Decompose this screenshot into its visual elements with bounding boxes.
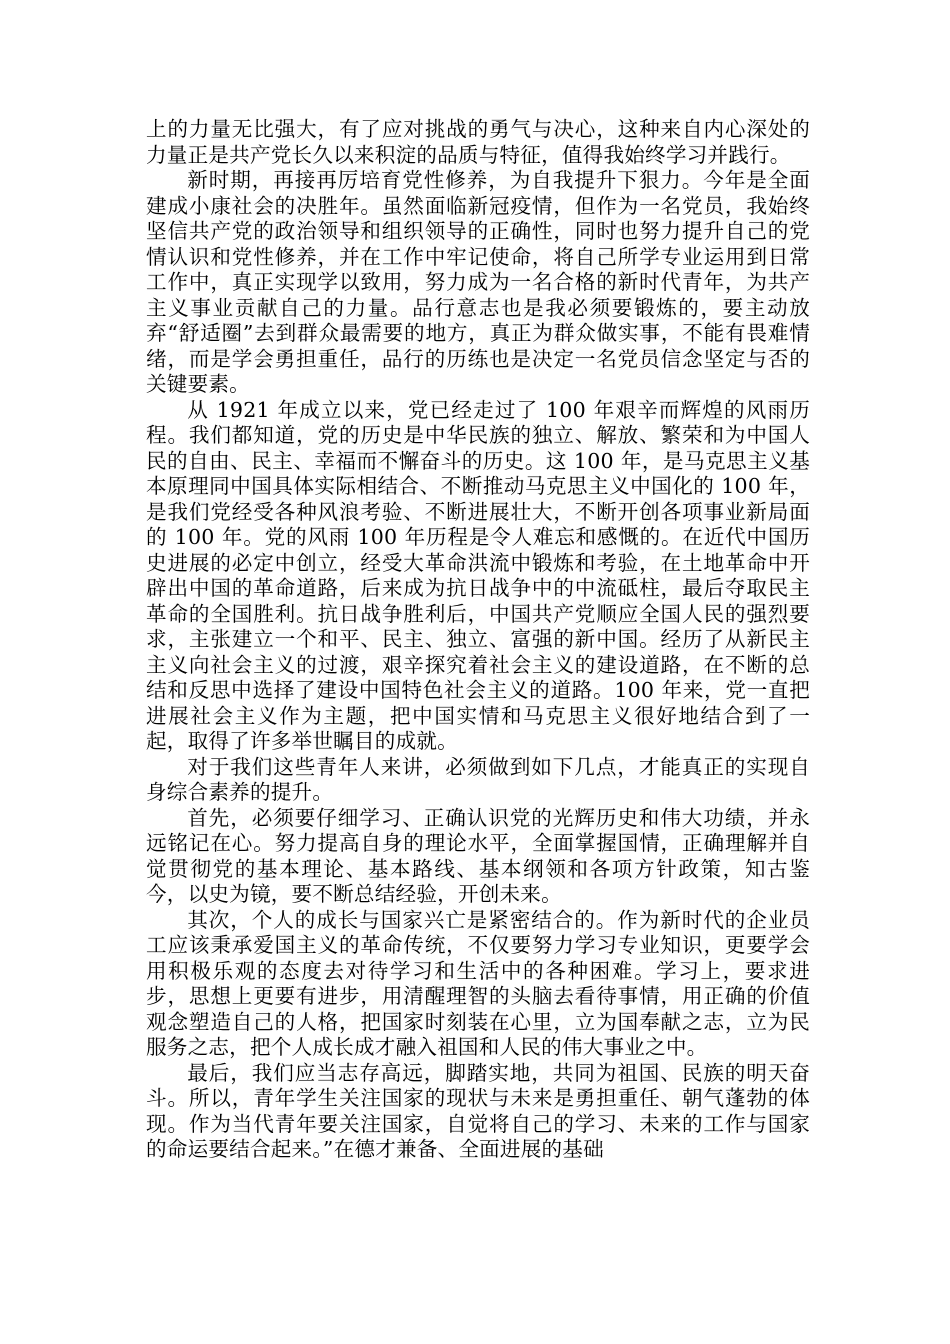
paragraph-7: 最后，我们应当志存高远，脚踏实地，共同为祖国、民族的明天奋斗。所以，青年学生关注国家的现状与未来是勇担重任、朝气蓬勃的体现。作为当代青年要关注国家，自觉将自己的学习、未来的工作与国家的命运要结合起来。”在德才兼备、全面进展的基础 xyxy=(146,1060,810,1161)
paragraph-3: 从 1921 年成立以来，党已经走过了 100 年艰辛而辉煌的风雨历程。我们都知道，党的历史是中华民族的独立、解放、繁荣和为中国人民的自由、民主、幸福而不懈奋斗的历史。这 100 年，是马克思主义基本原理同中国具体实际相结合、不断推动马克思主义中国化的 100 年，是我们党经受各种风浪考验、不断进展壮大，不断开创各项事业新局面的 100 年。党的风雨 100 年历程是令人难忘和感慨的。在近代中国历史进展的必定中创立，经受大革命洪流中锻炼和考验，在土地革命中开辟出中国的革命道路，后来成为抗日战争中的中流砥柱，最后夺取民主革命的全国胜利。抗日战争胜利后，中国共产党顺应全国人民的强烈要求，主张建立一个和平、民主、独立、富强的新中国。经历了从新民主主义向社会主义的过渡，艰辛探究着社会主义的建设道路，在不断的总结和反思中选择了建设中国特色社会主义的道路。100 年来，党一直把进展社会主义作为主题，把中国实情和马克思主义很好地结合到了一起，取得了许多举世瞩目的成就。 xyxy=(146,397,810,753)
paragraph-1: 上的力量无比强大，有了应对挑战的勇气与决心，这种来自内心深处的力量正是共产党长久以来积淀的品质与特征，值得我始终学习并践行。 xyxy=(146,117,810,167)
paragraph-4: 对于我们这些青年人来讲，必须做到如下几点，才能真正的实现自身综合素养的提升。 xyxy=(146,754,810,804)
paragraph-2: 新时期，再接再厉培育党性修养，为自我提升下狠力。今年是全面建成小康社会的决胜年。虽然面临新冠疫情，但作为一名党员，我始终坚信共产党的政治领导和组织领导的正确性，同时也努力提升自己的党情认识和党性修养，并在工作中牢记使命，将自己所学专业运用到日常工作中，真正实现学以致用，努力成为一名合格的新时代青年，为共产主义事业贡献自己的力量。品行意志也是我必须要锻炼的，要主动放弃“舒适圈”去到群众最需要的地方，真正为群众做实事，不能有畏难情绪，而是学会勇担重任，品行的历练也是决定一名党员信念坚定与否的关键要素。 xyxy=(146,168,810,396)
paragraph-6: 其次，个人的成长与国家兴亡是紧密结合的。作为新时代的企业员工应该秉承爱国主义的革命传统，不仅要努力学习专业知识，更要学会用积极乐观的态度去对待学习和生活中的各种困难。学习上，要求进步，思想上更要有进步，用清醒理智的头脑去看待事情，用正确的价值观念塑造自己的人格，把国家时刻装在心里，立为国奉献之志，立为民服务之志，把个人成长成才融入祖国和人民的伟大事业之中。 xyxy=(146,907,810,1059)
paragraph-5: 首先，必须要仔细学习、正确认识党的光辉历史和伟大功绩，并永远铭记在心。努力提高自身的理论水平，全面掌握国情，正确理解并自觉贯彻党的基本理论、基本路线、基本纲领和各项方针政策，知古鉴今，以史为镜，要不断总结经验，开创未来。 xyxy=(146,805,810,906)
document-body xyxy=(146,117,810,1163)
